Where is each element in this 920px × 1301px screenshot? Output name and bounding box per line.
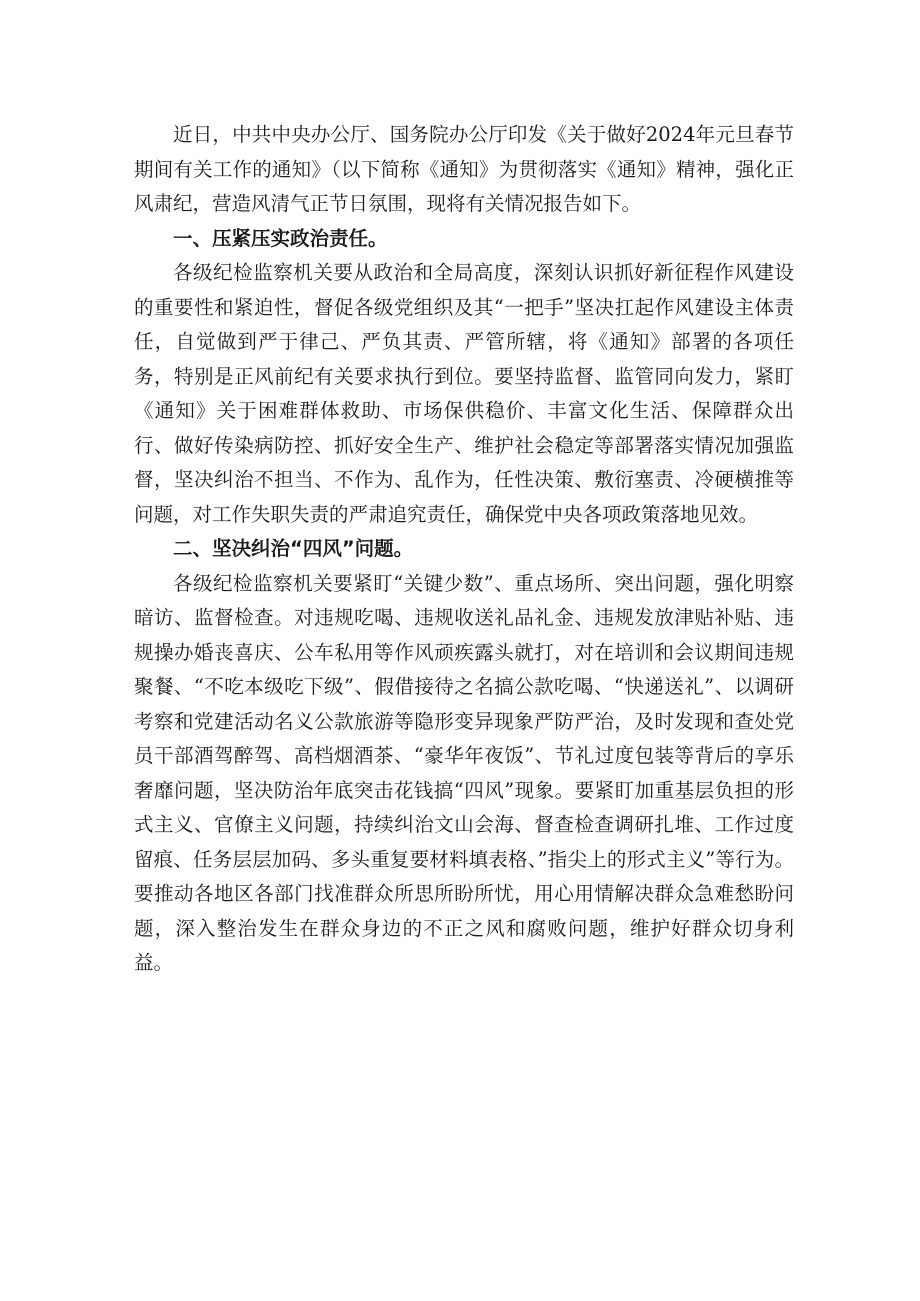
- intro-paragraph: 近日，中共中央办公厅、国务院办公厅印发《关于做好2024年元旦春节期间有关工作的通知》（以下简称《通知》为贯彻落实《通知》精神，强化正风肃纪，营造风清气正节日氛围，现将有关情况报告如下。: [134, 123, 794, 215]
- section-heading-2: 二、坚决纠治“四风”问题。: [173, 537, 414, 560]
- document-body: [134, 118, 794, 981]
- section-heading-1: 一、压紧压实政治责任。: [173, 226, 388, 250]
- section-2-paragraph: 各级纪检监察机关要紧盯“关键少数”、重点场所、突出问题，强化明察暗访、监督检查。对违规吃喝、违规收送礼品礼金、违规发放津贴补贴、违规操办婚丧喜庆、公车私用等作风顽疾露头就打，对在培训和会议期间违规聚餐、“不吃本级吃下级”、假借接待之名搞公款吃喝、“快递送礼”、以调研考察和党建活动名义公款旅游等隐形变异现象严防严治，及时发现和查处党员干部酒驾醉驾、高档烟酒茶、“豪华年夜饭”、节礼过度包装等背后的享乐奢靡问题，坚决防治年底突击花钱搞“四风”现象。要紧盯加重基层负担的形式主义、官僚主义问题，持续纠治文山会海、督查检查调研扎堆、工作过度留痕、任务层层加码、多头重复要材料填表格、”指尖上的形式主义”等行为。要推动各地区各部门找准群众所思所盼所忧，用心用情解决群众急难愁盼问题，深入整治发生在群众身边的不正之风和腐败问题，维护好群众切身利益。: [134, 571, 794, 974]
- section-1-paragraph: 各级纪检监察机关要从政治和全局高度，深刻认识抓好新征程作风建设的重要性和紧迫性，督促各级党组织及其“一把手”坚决扛起作风建设主体责任，自觉做到严于律己、严负其责、严管所辖，将《通知》部署的各项任务，特别是正风前纪有关要求执行到位。要坚持监督、监管同向发力，紧盯《通知》关于困难群体救助、市场保供稳价、丰富文化生活、保障群众出行、做好传染病防控、抓好安全生产、维护社会稳定等部署落实情况加强监督，坚决纠治不担当、不作为、乱作为，任性决策、敷衍塞责、冷硬横推等问题，对工作失职失责的严肃追究责任，确保党中央各项政策落地见效。: [134, 261, 794, 526]
